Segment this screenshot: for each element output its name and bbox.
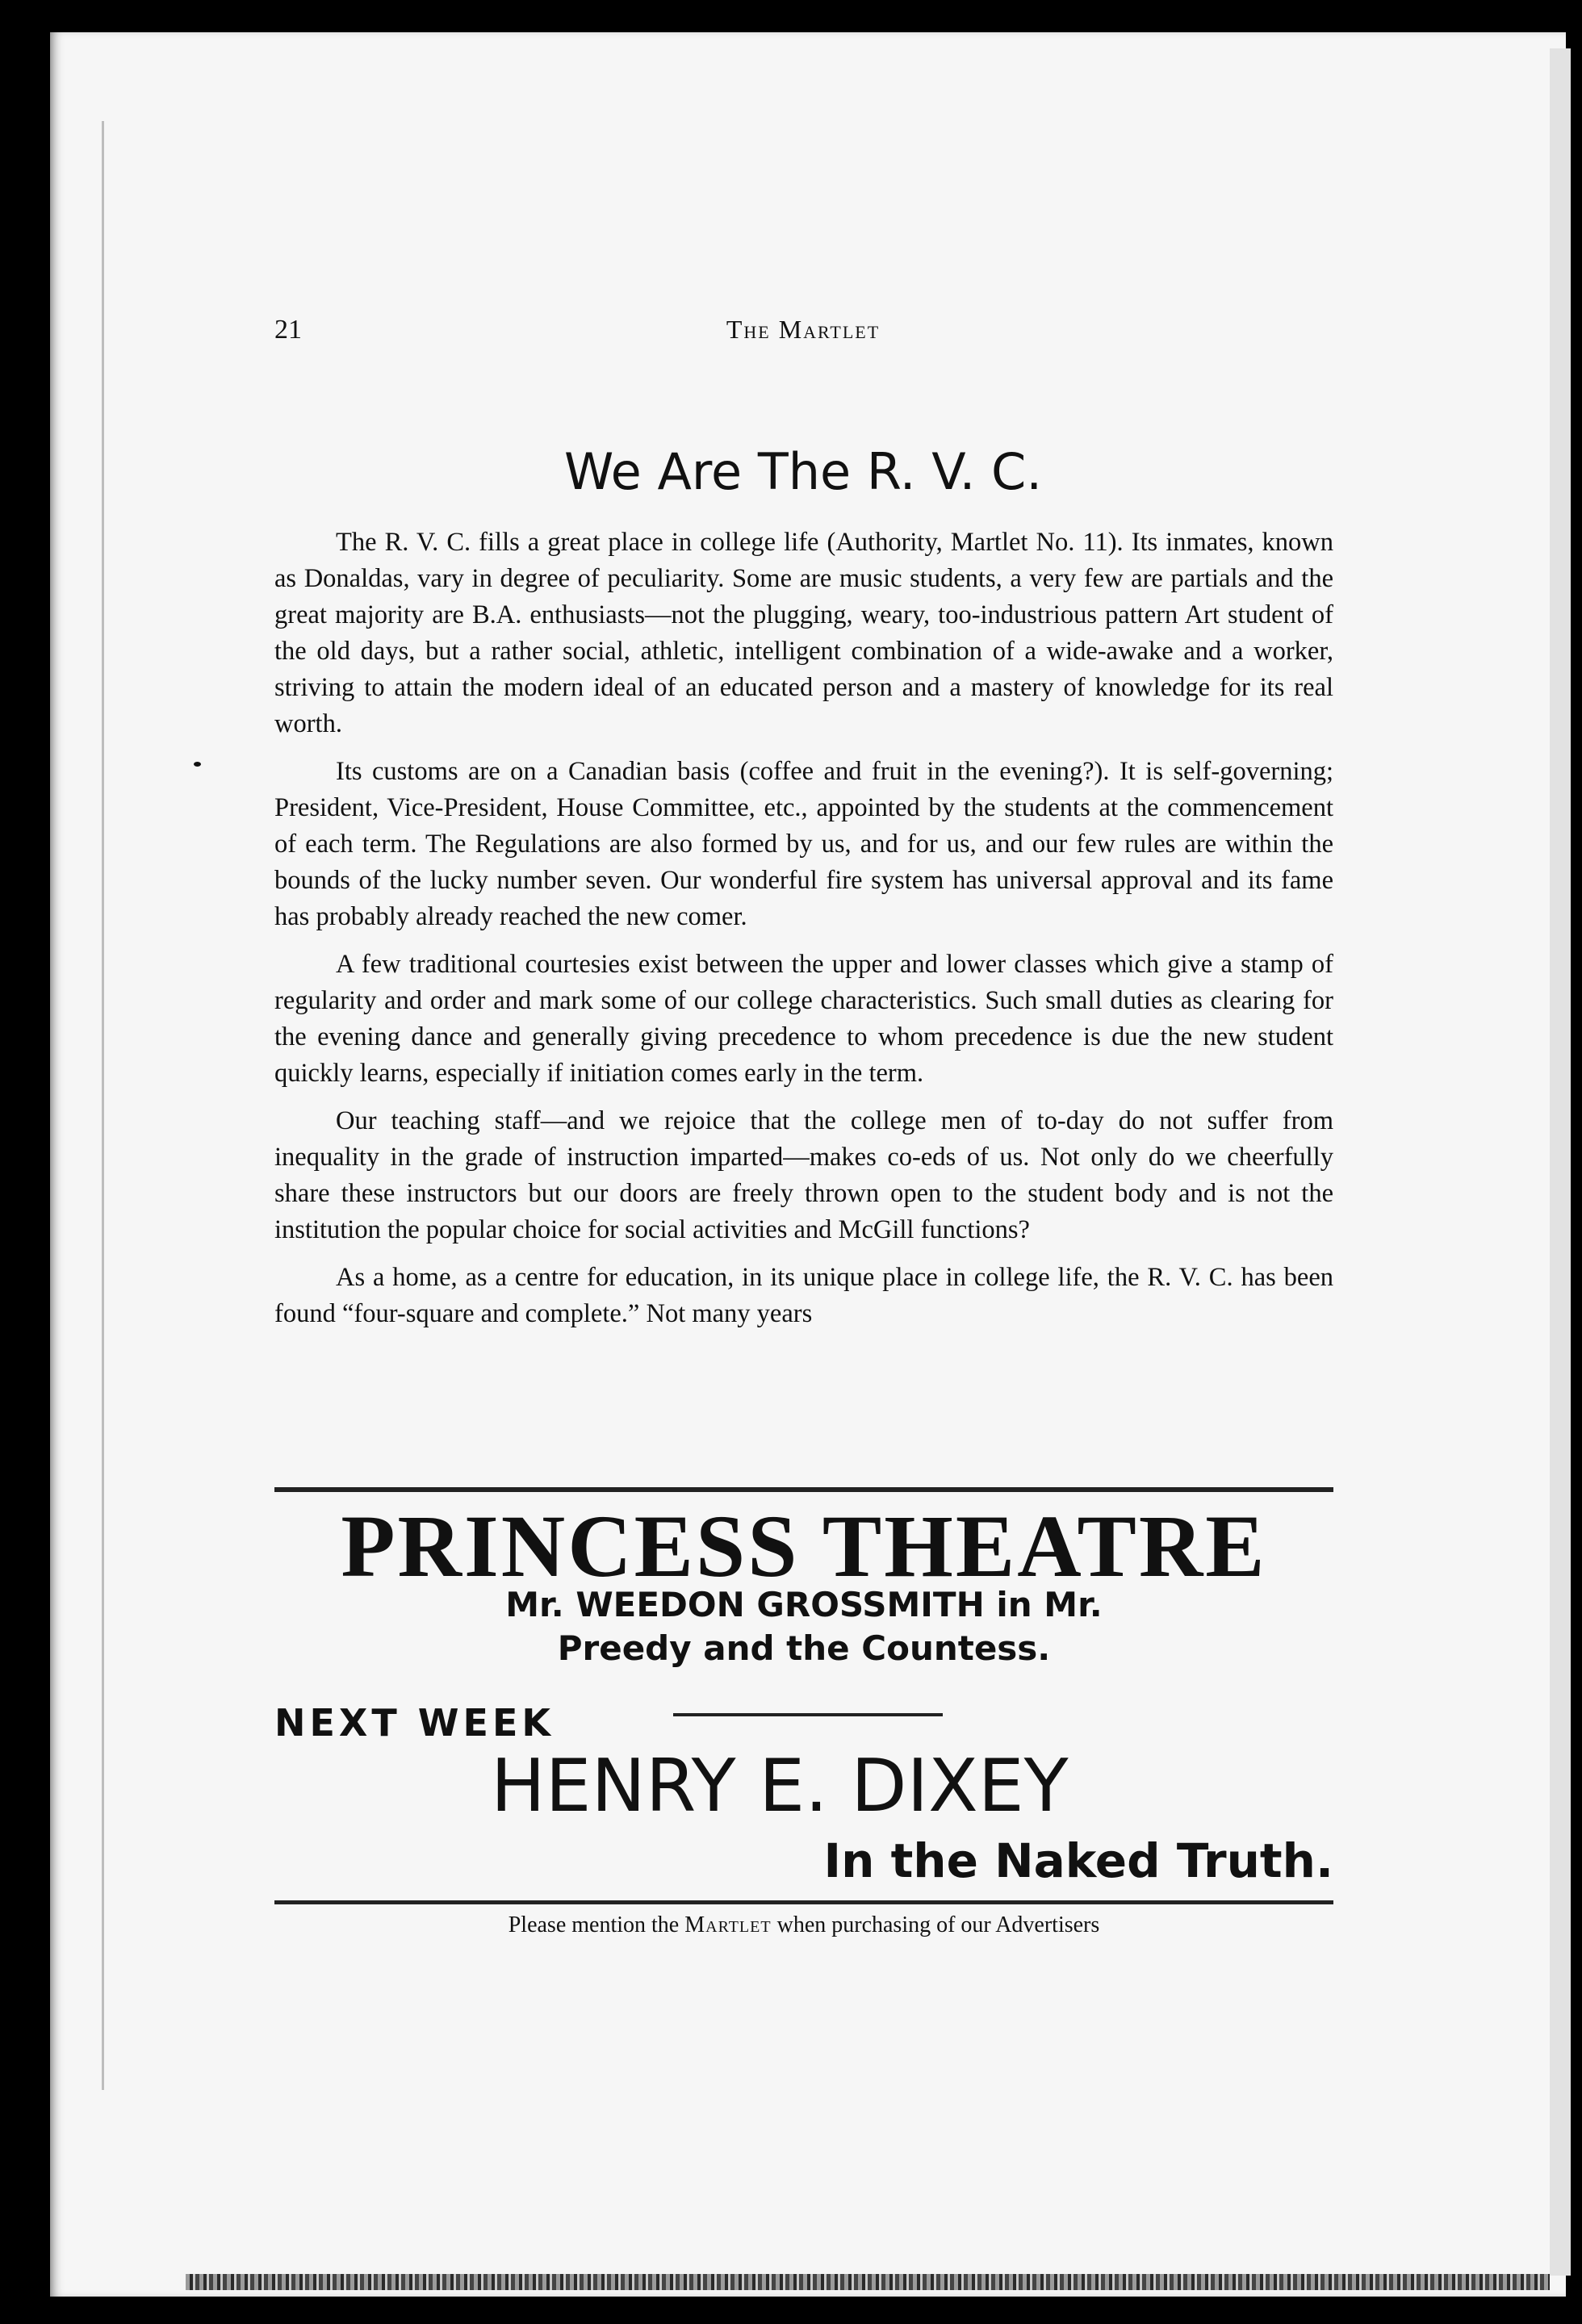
paragraph: Our teaching staff—and we rejoice that the college men of to-day do not suffer from inequality in the grade of instruction imparted—makes co-eds of us. Not only do we cheerfully share these instructors but our doors are freely thrown open to the student body and is not the institution the popular choice for social activities and McGill functions?	[274, 1106, 1333, 1244]
page-number: 21	[274, 315, 302, 345]
paragraph: The R. V. C. fills a great place in college life (Authority, Martlet No. 11). Its inmates, known as Donaldas, vary in degree of peculiarity. Some are music students, a very few are partials and the great majority are B.A. enthusiasts—not the plugging, weary, too-industrious pattern Art student of the old days, but a rather social, athletic, intelligent combination of a wide-awake and a worker, striving to attain the modern ideal of an educated person and a mastery of knowledge for its real worth.	[274, 528, 1333, 738]
ad-current-show-title: Preedy and the Countess.	[557, 1628, 1051, 1668]
footer-prefix: Please mention the	[508, 1912, 680, 1937]
scan-edge-artifact	[186, 2274, 1550, 2290]
ad-next-week: NEXT WEEK	[274, 1701, 555, 1745]
paragraph: As a home, as a centre for education, in its unique place in college life, the R. V. C. has been found “four-square and complete.” Not many years	[274, 1263, 1333, 1328]
footer-note	[274, 1912, 1333, 1938]
ad-current-show: Mr. WEEDON GROSSMITH in Mr.	[505, 1585, 1103, 1624]
gutter-line	[102, 121, 104, 2090]
journal-title: The Martlet	[726, 315, 881, 344]
ink-speck	[194, 762, 201, 767]
footer-suffix: when purchasing of our Advertisers	[776, 1912, 1100, 1937]
paragraph: A few traditional courtesies exist between the upper and lower classes which give a stamp of regularity and order and mark some of our college characteristics. Such small duties as clearing for the evening dance and generally giving precedence to whom precedence is due the new student quickly learns, especially if initiation comes early in the term.	[274, 950, 1333, 1088]
ad-next-week-rule	[673, 1713, 943, 1716]
ad-star-name: HENRY E. DIXEY	[491, 1744, 1069, 1829]
paragraph: Its customs are on a Canadian basis (coffee and fruit in the evening?). It is self-governing; President, Vice-President, House Committee, etc., appointed by the students at the commencement of each term. The Regulations are also formed by us, and for us, and our few rules are within the bounds of the lucky number seven. Our wonderful fire system has universal approval and its fame has probably already reached the new comer.	[274, 757, 1333, 931]
article-title: We Are The R. V. C.	[563, 442, 1043, 501]
footer-journal: Martlet	[684, 1912, 772, 1937]
ad-next-show: In the Naked Truth.	[823, 1833, 1333, 1888]
facing-page-edge	[1550, 48, 1571, 2276]
ad-theatre-name: PRINCESS THEATRE	[341, 1497, 1267, 1595]
ad-divider-bottom	[274, 1900, 1333, 1904]
ad-divider-top	[274, 1487, 1333, 1492]
article-body	[274, 525, 1333, 1344]
running-header	[274, 315, 1332, 355]
